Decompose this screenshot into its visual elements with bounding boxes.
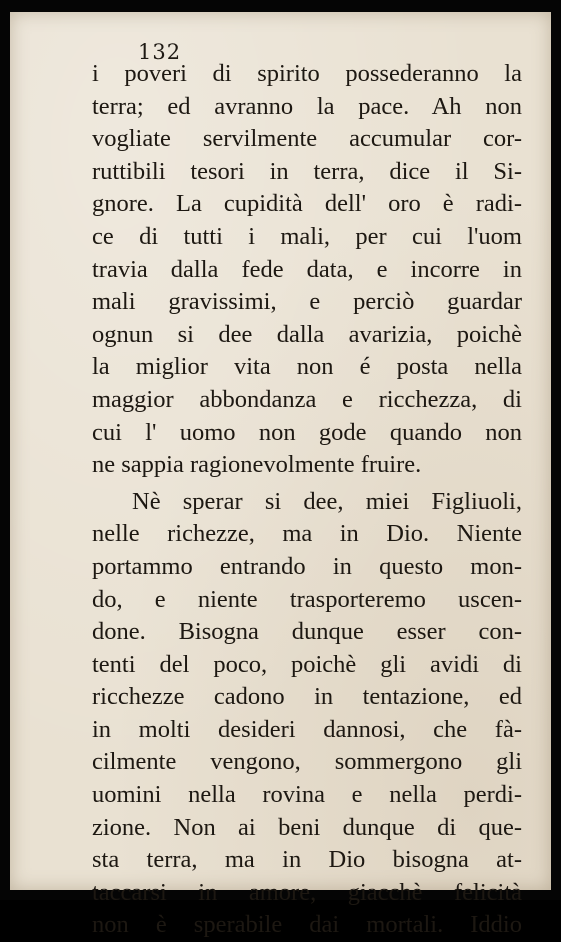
text-line: travia dalla fede data, e incorre in <box>92 255 522 283</box>
book-page <box>10 12 551 939</box>
text-line: cui l' uomo non gode quando non <box>92 418 522 446</box>
paragraph-end-line: ne sappia ragionevolmente fruire. <box>92 451 422 479</box>
text-line: la miglior vita non é posta nella <box>92 353 522 381</box>
text-line: in molti desideri dannosi, che fà- <box>92 715 522 743</box>
text-line: cilmente vengono, sommergono gli <box>92 748 522 776</box>
text-line: done. Bisogna dunque esser con- <box>92 618 522 646</box>
text-line: tenti del poco, poichè gli avidi di <box>92 650 522 678</box>
text-line: portammo entrando in questo mon- <box>92 552 522 580</box>
text-line: ricchezze cadono in tentazione, ed <box>92 683 522 711</box>
text-line: i poveri di spirito possederanno la <box>92 60 522 87</box>
text-line: maggior abbondanza e ricchezza, di <box>92 385 522 413</box>
text-line: non è sperabile dai mortali. Iddio <box>92 911 522 939</box>
text-line: nelle richezze, ma in Dio. Niente <box>92 520 522 548</box>
text-line: zione. Non ai beni dunque di que- <box>92 813 522 841</box>
text-line: terra; ed avranno la pace. Ah non <box>92 92 522 120</box>
text-line: vogliate servilmente accumular cor- <box>92 125 522 153</box>
text-line: gnore. La cupidità dell' oro è radi- <box>92 190 522 218</box>
text-line: taccarsi in amore, giacchè felicità <box>92 878 522 906</box>
text-line: ruttibili tesori in terra, dice il Si- <box>92 157 522 185</box>
text-line: ce di tutti i mali, per cui l'uom <box>92 222 522 250</box>
text-line: ognun si dee dalla avarizia, poichè <box>92 320 522 348</box>
text-line: do, e niente trasporteremo uscen- <box>92 585 522 613</box>
page-number: 132 <box>138 40 182 64</box>
text-line: mali gravissimi, e perciò guardar <box>92 288 522 316</box>
text-line: sta terra, ma in Dio bisogna at- <box>92 846 522 874</box>
paragraph-start-line: Nè sperar si dee, miei Figliuoli, <box>132 487 522 515</box>
body-text <box>92 58 522 942</box>
text-line: uomini nella rovina e nella perdi- <box>92 781 522 809</box>
